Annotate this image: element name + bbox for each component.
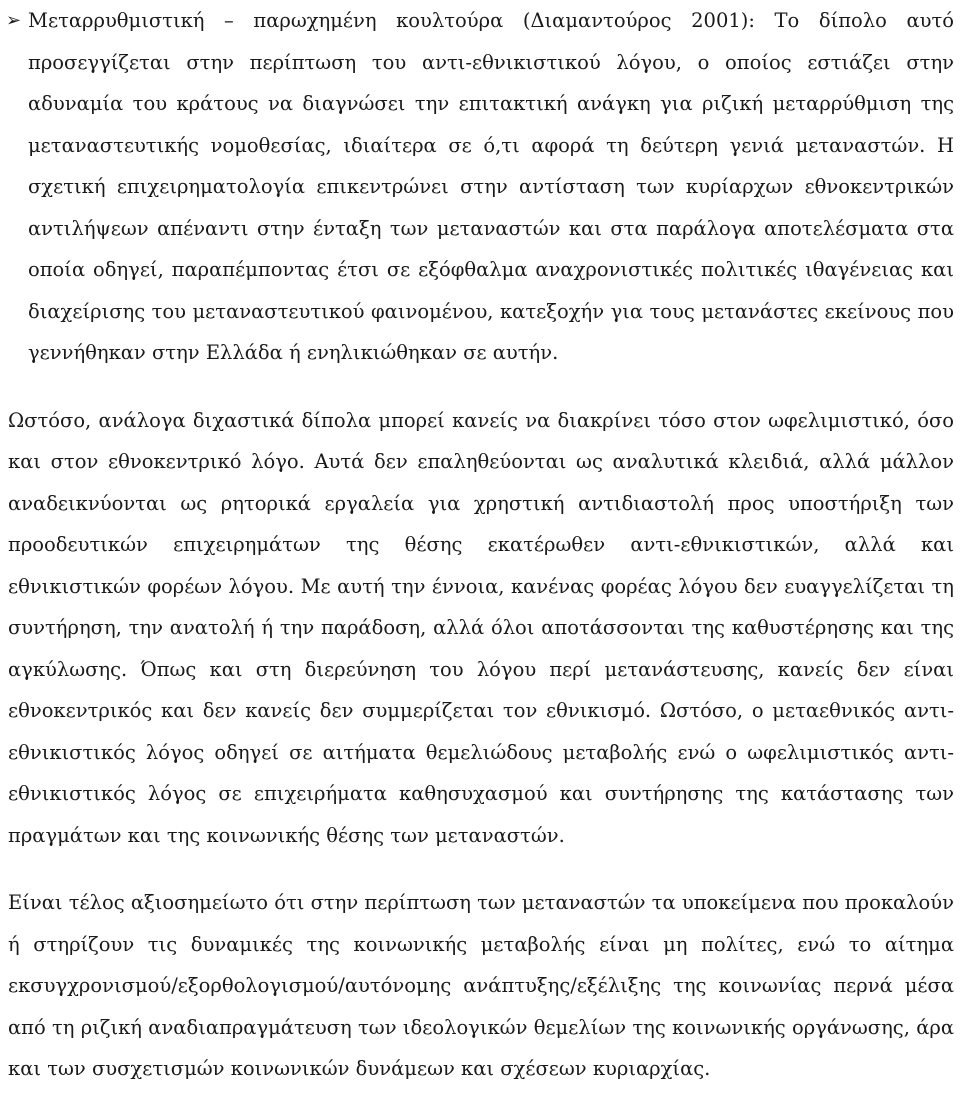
paragraph-2: Ωστόσο, ανάλογα διχαστικά δίπολα μπορεί κανείς να διακρίνει τόσο στον ωφελιμιστικό, όσο και στον εθνοκεντρικό λόγο. Αυτά δεν επαληθεύονται ως αναλυτικά κλειδιά, αλλά μάλλον αναδεικνύονται ως ρητορικά εργαλεία για χρηστική αντιδιαστολή προς υποστήριξη των προοδευτικών επιχειρημάτων της θέσης εκατέρωθεν αντι-εθνικιστικών, αλλά και εθνικιστικών φορέων λόγου. Με αυτή την έννοια, κανένας φορέας λόγου δεν ευαγγελίζεται τη συντήρηση, την ανατολή ή την παράδοση, αλλά όλοι αποτάσσονται της καθυστέρησης και της αγκύλωσης. Όπως και στη διερεύνηση του λόγου περί μετανάστευσης, κανείς δεν είναι εθνοκεντρικός και δεν κανείς δεν συμμερίζεται τον εθνικισμό. Ωστόσο, ο μεταεθνικός αντι-εθνικιστικός λόγος οδηγεί σε αιτήματα θεμελιώδους μεταβολής ενώ ο ωφελιμιστικός αντι-εθνικιστικός λόγος σε επιχειρήματα καθησυχασμού και συντήρησης της κατάστασης των πραγμάτων και της κοινωνικής θέσης των μεταναστών. <box>8 408 954 847</box>
document-page <box>8 0 954 1090</box>
paragraph-3: Είναι τέλος αξιοσημείωτο ότι στην περίπτωση των μεταναστών τα υποκείμενα που προκαλούν ή στηρίζουν τις δυναμικές της κοινωνικής μεταβολής είναι μη πολίτες, ενώ το αίτημα εκσυγχρονισμού/εξορθολογισμού/αυτόνομης ανάπτυξης/εξέλιξης της κοινωνίας περνά μέσα από τη ριζική αναδιαπραγμάτευση των ιδεολογικών θεμελίων της κοινωνικής οργάνωσης, άρα και των συσχετισμών κοινωνικών δυνάμεων και σχέσεων κυριαρχίας. <box>8 891 954 1080</box>
paragraph-1-text: Μεταρρυθμιστική – παρωχημένη κουλτούρα (Διαμαντούρος 2001): Το δίπολο αυτό προσεγγίζεται στην περίπτωση του αντι-εθνικιστικού λόγου, ο οποίος εστιάζει στην αδυναμία του κράτους να διαγνώσει την επιτακτική ανάγκη για ριζική μεταρρύθμιση της μεταναστευτικής νομοθεσίας, ιδιαίτερα σε ό,τι αφορά τη δεύτερη γενιά μεταναστών. Η σχετική επιχειρηματολογία επικεντρώνει στην αντίσταση των κυρίαρχων εθνοκεντρικών αντιλήψεων απέναντι στην ένταξη των μεταναστών και στα παράλογα αποτελέσματα στα οποία οδηγεί, παραπέμποντας έτσι σε εξόφθαλμα αναχρονιστικές πολιτικές ιθαγένειας και διαχείρισης του μεταναστευτικού φαινομένου, κατεξοχήν για τους μετανάστες εκείνους που γεννήθηκαν στην Ελλάδα ή ενηλικιώθηκαν σε αυτήν. <box>28 9 954 364</box>
bullet-paragraph <box>8 0 954 374</box>
arrow-bullet-icon: ➢ <box>6 10 22 31</box>
